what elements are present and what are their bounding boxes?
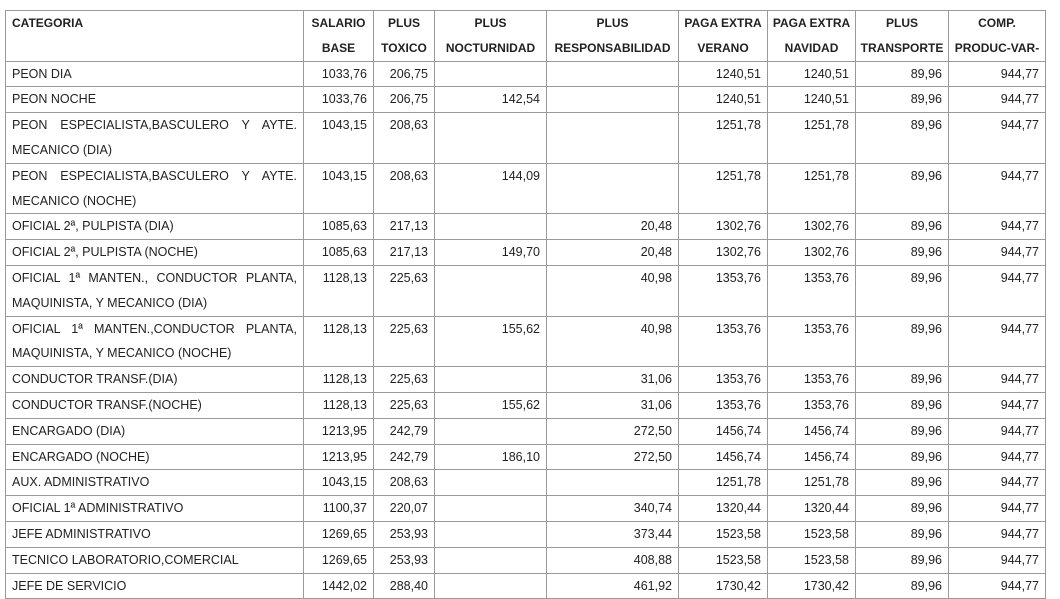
- value-cell-plus-toxico: 217,13: [374, 240, 435, 266]
- column-header-categoria: [6, 11, 304, 62]
- value-cell-plus-nocturnidad: 149,70: [435, 240, 547, 266]
- value-cell-paga-extra-navidad: 1302,76: [768, 214, 856, 240]
- value-cell-paga-extra-verano: 1456,74: [679, 444, 768, 470]
- value-cell-paga-extra-verano: 1240,51: [679, 87, 768, 113]
- value-cell-plus-responsabilidad: 20,48: [547, 214, 679, 240]
- value-cell-paga-extra-verano: 1302,76: [679, 240, 768, 266]
- value-cell-salario-base: 1269,65: [304, 547, 374, 573]
- column-header-plus-toxico: [374, 11, 435, 62]
- value-cell-plus-responsabilidad: [547, 470, 679, 496]
- column-header-line: PLUS: [387, 16, 420, 30]
- header-row: [6, 11, 1046, 62]
- value-cell-plus-nocturnidad: [435, 521, 547, 547]
- value-cell-comp-produc-var: 944,77: [949, 265, 1046, 316]
- value-cell-salario-base: 1213,95: [304, 444, 374, 470]
- value-cell-comp-produc-var: 944,77: [949, 316, 1046, 367]
- value-cell-plus-transporte: 89,96: [856, 87, 949, 113]
- table-row: [6, 470, 1046, 496]
- value-cell-plus-transporte: 89,96: [856, 113, 949, 164]
- value-cell-plus-transporte: 89,96: [856, 470, 949, 496]
- category-cell: OFICIAL 2ª, PULPISTA (DIA): [6, 214, 304, 240]
- value-cell-salario-base: 1043,15: [304, 163, 374, 214]
- value-cell-plus-nocturnidad: 144,09: [435, 163, 547, 214]
- value-cell-plus-toxico: 242,79: [374, 418, 435, 444]
- category-cell: TECNICO LABORATORIO,COMERCIAL: [6, 547, 304, 573]
- value-cell-plus-transporte: 89,96: [856, 163, 949, 214]
- value-cell-salario-base: 1085,63: [304, 214, 374, 240]
- value-cell-paga-extra-navidad: 1523,58: [768, 547, 856, 573]
- column-header-line: PLUS: [596, 16, 629, 30]
- value-cell-paga-extra-verano: 1302,76: [679, 214, 768, 240]
- column-header-plus-transporte: [856, 11, 949, 62]
- value-cell-paga-extra-navidad: 1353,76: [768, 392, 856, 418]
- category-cell: ENCARGADO (NOCHE): [6, 444, 304, 470]
- value-cell-paga-extra-navidad: 1251,78: [768, 113, 856, 164]
- value-cell-plus-nocturnidad: [435, 265, 547, 316]
- category-cell: JEFE ADMINISTRATIVO: [6, 521, 304, 547]
- value-cell-paga-extra-navidad: 1320,44: [768, 496, 856, 522]
- value-cell-plus-toxico: 253,93: [374, 521, 435, 547]
- value-cell-comp-produc-var: 944,77: [949, 392, 1046, 418]
- column-header-paga-extra-navidad: [768, 11, 856, 62]
- table-row: [6, 265, 1046, 316]
- category-cell: PEON ESPECIALISTA,BASCULERO Y AYTE. MECANICO (DIA): [6, 113, 304, 164]
- table-row: [6, 418, 1046, 444]
- value-cell-plus-responsabilidad: 373,44: [547, 521, 679, 547]
- table-row: [6, 547, 1046, 573]
- value-cell-plus-nocturnidad: [435, 61, 547, 87]
- column-header-line: TOXICO: [381, 40, 427, 55]
- column-header-line: VERANO: [697, 40, 749, 55]
- column-header-plus-responsabilidad: [547, 11, 679, 62]
- column-header-line: TRANSPORTE: [860, 40, 944, 55]
- value-cell-plus-toxico: 253,93: [374, 547, 435, 573]
- value-cell-paga-extra-navidad: 1353,76: [768, 367, 856, 393]
- value-cell-paga-extra-navidad: 1251,78: [768, 163, 856, 214]
- category-cell: PEON DIA: [6, 61, 304, 87]
- value-cell-comp-produc-var: 944,77: [949, 214, 1046, 240]
- table-row: [6, 61, 1046, 87]
- value-cell-plus-nocturnidad: 142,54: [435, 87, 547, 113]
- value-cell-paga-extra-navidad: 1240,51: [768, 87, 856, 113]
- value-cell-plus-nocturnidad: [435, 547, 547, 573]
- value-cell-plus-responsabilidad: [547, 61, 679, 87]
- value-cell-plus-toxico: 208,63: [374, 163, 435, 214]
- value-cell-plus-toxico: 206,75: [374, 87, 435, 113]
- value-cell-plus-transporte: 89,96: [856, 418, 949, 444]
- table-row: [6, 87, 1046, 113]
- value-cell-salario-base: 1043,15: [304, 113, 374, 164]
- value-cell-paga-extra-navidad: 1353,76: [768, 265, 856, 316]
- value-cell-paga-extra-navidad: 1353,76: [768, 316, 856, 367]
- value-cell-plus-responsabilidad: 40,98: [547, 316, 679, 367]
- value-cell-plus-toxico: 225,63: [374, 392, 435, 418]
- value-cell-comp-produc-var: 944,77: [949, 444, 1046, 470]
- value-cell-salario-base: 1128,13: [304, 367, 374, 393]
- value-cell-plus-transporte: 89,96: [856, 496, 949, 522]
- column-header-line: COMP.: [978, 16, 1016, 30]
- value-cell-plus-responsabilidad: [547, 87, 679, 113]
- value-cell-plus-toxico: 208,63: [374, 113, 435, 164]
- table-row: [6, 521, 1046, 547]
- column-header-line: NAVIDAD: [784, 40, 839, 55]
- value-cell-plus-nocturnidad: 155,62: [435, 392, 547, 418]
- value-cell-plus-transporte: 89,96: [856, 521, 949, 547]
- value-cell-paga-extra-verano: 1353,76: [679, 316, 768, 367]
- value-cell-paga-extra-verano: 1523,58: [679, 521, 768, 547]
- value-cell-plus-responsabilidad: 272,50: [547, 444, 679, 470]
- category-cell: OFICIAL 1ª ADMINISTRATIVO: [6, 496, 304, 522]
- column-header-line: PAGA EXTRA: [684, 16, 762, 30]
- value-cell-plus-transporte: 89,96: [856, 367, 949, 393]
- value-cell-paga-extra-verano: 1353,76: [679, 392, 768, 418]
- column-header-line: PAGA EXTRA: [772, 16, 851, 30]
- value-cell-paga-extra-verano: 1240,51: [679, 61, 768, 87]
- column-header-line: BASE: [321, 40, 356, 55]
- value-cell-plus-nocturnidad: [435, 113, 547, 164]
- value-cell-plus-toxico: 206,75: [374, 61, 435, 87]
- value-cell-plus-toxico: 242,79: [374, 444, 435, 470]
- value-cell-plus-nocturnidad: [435, 214, 547, 240]
- column-header-line: PLUS: [885, 16, 918, 30]
- value-cell-plus-responsabilidad: [547, 113, 679, 164]
- category-cell: OFICIAL 2ª, PULPISTA (NOCHE): [6, 240, 304, 266]
- value-cell-comp-produc-var: 944,77: [949, 496, 1046, 522]
- value-cell-comp-produc-var: 944,77: [949, 87, 1046, 113]
- value-cell-plus-transporte: 89,96: [856, 392, 949, 418]
- column-header-line: RESPONSABILIDAD: [554, 40, 671, 55]
- value-cell-plus-responsabilidad: 31,06: [547, 367, 679, 393]
- category-cell: OFICIAL 1ª MANTEN., CONDUCTOR PLANTA, MAQUINISTA, Y MECANICO (DIA): [6, 265, 304, 316]
- value-cell-comp-produc-var: 944,77: [949, 547, 1046, 573]
- table-row: [6, 573, 1046, 599]
- value-cell-plus-transporte: 89,96: [856, 444, 949, 470]
- category-cell: JEFE DE SERVICIO: [6, 573, 304, 599]
- value-cell-paga-extra-navidad: 1302,76: [768, 240, 856, 266]
- value-cell-salario-base: 1128,13: [304, 265, 374, 316]
- column-header-plus-nocturnidad: [435, 11, 547, 62]
- value-cell-paga-extra-verano: 1730,42: [679, 573, 768, 599]
- value-cell-plus-toxico: 288,40: [374, 573, 435, 599]
- table-row: [6, 240, 1046, 266]
- table-row: [6, 214, 1046, 240]
- value-cell-comp-produc-var: 944,77: [949, 573, 1046, 599]
- value-cell-plus-responsabilidad: 20,48: [547, 240, 679, 266]
- value-cell-paga-extra-navidad: 1456,74: [768, 444, 856, 470]
- value-cell-plus-toxico: 225,63: [374, 367, 435, 393]
- value-cell-plus-transporte: 89,96: [856, 316, 949, 367]
- value-cell-plus-nocturnidad: 155,62: [435, 316, 547, 367]
- value-cell-paga-extra-navidad: 1523,58: [768, 521, 856, 547]
- value-cell-plus-toxico: 225,63: [374, 265, 435, 316]
- value-cell-salario-base: 1213,95: [304, 418, 374, 444]
- value-cell-paga-extra-verano: 1353,76: [679, 367, 768, 393]
- value-cell-plus-toxico: 208,63: [374, 470, 435, 496]
- table-body: [6, 61, 1046, 599]
- column-header-line: PRODUC-VAR-: [954, 40, 1040, 55]
- column-header-line: SALARIO: [311, 16, 366, 30]
- value-cell-plus-responsabilidad: 272,50: [547, 418, 679, 444]
- table-row: [6, 367, 1046, 393]
- value-cell-plus-responsabilidad: 31,06: [547, 392, 679, 418]
- column-header-line: PLUS: [474, 16, 507, 30]
- value-cell-paga-extra-verano: 1320,44: [679, 496, 768, 522]
- table-row: [6, 163, 1046, 214]
- table-row: [6, 316, 1046, 367]
- value-cell-plus-transporte: 89,96: [856, 573, 949, 599]
- value-cell-salario-base: 1043,15: [304, 470, 374, 496]
- value-cell-plus-responsabilidad: 40,98: [547, 265, 679, 316]
- value-cell-plus-toxico: 220,07: [374, 496, 435, 522]
- value-cell-plus-transporte: 89,96: [856, 240, 949, 266]
- column-header-comp-produc-var: [949, 11, 1046, 62]
- value-cell-salario-base: 1128,13: [304, 392, 374, 418]
- value-cell-paga-extra-verano: 1251,78: [679, 163, 768, 214]
- value-cell-paga-extra-verano: 1523,58: [679, 547, 768, 573]
- value-cell-paga-extra-navidad: 1240,51: [768, 61, 856, 87]
- table-row: [6, 392, 1046, 418]
- value-cell-plus-responsabilidad: [547, 163, 679, 214]
- value-cell-paga-extra-navidad: 1730,42: [768, 573, 856, 599]
- value-cell-paga-extra-verano: 1353,76: [679, 265, 768, 316]
- category-cell: CONDUCTOR TRANSF.(DIA): [6, 367, 304, 393]
- value-cell-plus-nocturnidad: [435, 367, 547, 393]
- value-cell-plus-nocturnidad: [435, 470, 547, 496]
- value-cell-plus-transporte: 89,96: [856, 547, 949, 573]
- column-header-line: CATEGORIA: [12, 16, 84, 30]
- table-row: [6, 496, 1046, 522]
- category-cell: PEON NOCHE: [6, 87, 304, 113]
- value-cell-salario-base: 1100,37: [304, 496, 374, 522]
- value-cell-salario-base: 1442,02: [304, 573, 374, 599]
- value-cell-salario-base: 1128,13: [304, 316, 374, 367]
- value-cell-paga-extra-verano: 1251,78: [679, 113, 768, 164]
- value-cell-plus-toxico: 217,13: [374, 214, 435, 240]
- value-cell-paga-extra-navidad: 1456,74: [768, 418, 856, 444]
- value-cell-salario-base: 1033,76: [304, 87, 374, 113]
- value-cell-plus-nocturnidad: [435, 496, 547, 522]
- value-cell-plus-toxico: 225,63: [374, 316, 435, 367]
- value-cell-plus-responsabilidad: 461,92: [547, 573, 679, 599]
- column-header-salario-base: [304, 11, 374, 62]
- column-header-line: NOCTURNIDAD: [445, 40, 536, 55]
- value-cell-plus-transporte: 89,96: [856, 265, 949, 316]
- category-cell: AUX. ADMINISTRATIVO: [6, 470, 304, 496]
- column-header-paga-extra-verano: [679, 11, 768, 62]
- value-cell-plus-responsabilidad: 340,74: [547, 496, 679, 522]
- value-cell-salario-base: 1085,63: [304, 240, 374, 266]
- value-cell-plus-responsabilidad: 408,88: [547, 547, 679, 573]
- value-cell-plus-transporte: 89,96: [856, 61, 949, 87]
- category-cell: CONDUCTOR TRANSF.(NOCHE): [6, 392, 304, 418]
- salary-table: [5, 10, 1046, 599]
- table-row: [6, 113, 1046, 164]
- value-cell-paga-extra-verano: 1456,74: [679, 418, 768, 444]
- value-cell-comp-produc-var: 944,77: [949, 418, 1046, 444]
- value-cell-comp-produc-var: 944,77: [949, 163, 1046, 214]
- column-header-line: [12, 36, 300, 61]
- value-cell-paga-extra-navidad: 1251,78: [768, 470, 856, 496]
- value-cell-salario-base: 1269,65: [304, 521, 374, 547]
- value-cell-comp-produc-var: 944,77: [949, 113, 1046, 164]
- table-row: [6, 444, 1046, 470]
- value-cell-comp-produc-var: 944,77: [949, 240, 1046, 266]
- value-cell-plus-transporte: 89,96: [856, 214, 949, 240]
- value-cell-salario-base: 1033,76: [304, 61, 374, 87]
- value-cell-plus-nocturnidad: [435, 418, 547, 444]
- category-cell: ENCARGADO (DIA): [6, 418, 304, 444]
- category-cell: OFICIAL 1ª MANTEN.,CONDUCTOR PLANTA, MAQUINISTA, Y MECANICO (NOCHE): [6, 316, 304, 367]
- value-cell-comp-produc-var: 944,77: [949, 521, 1046, 547]
- value-cell-plus-nocturnidad: [435, 573, 547, 599]
- value-cell-plus-nocturnidad: 186,10: [435, 444, 547, 470]
- value-cell-paga-extra-verano: 1251,78: [679, 470, 768, 496]
- value-cell-comp-produc-var: 944,77: [949, 470, 1046, 496]
- value-cell-comp-produc-var: 944,77: [949, 367, 1046, 393]
- value-cell-comp-produc-var: 944,77: [949, 61, 1046, 87]
- category-cell: PEON ESPECIALISTA,BASCULERO Y AYTE. MECANICO (NOCHE): [6, 163, 304, 214]
